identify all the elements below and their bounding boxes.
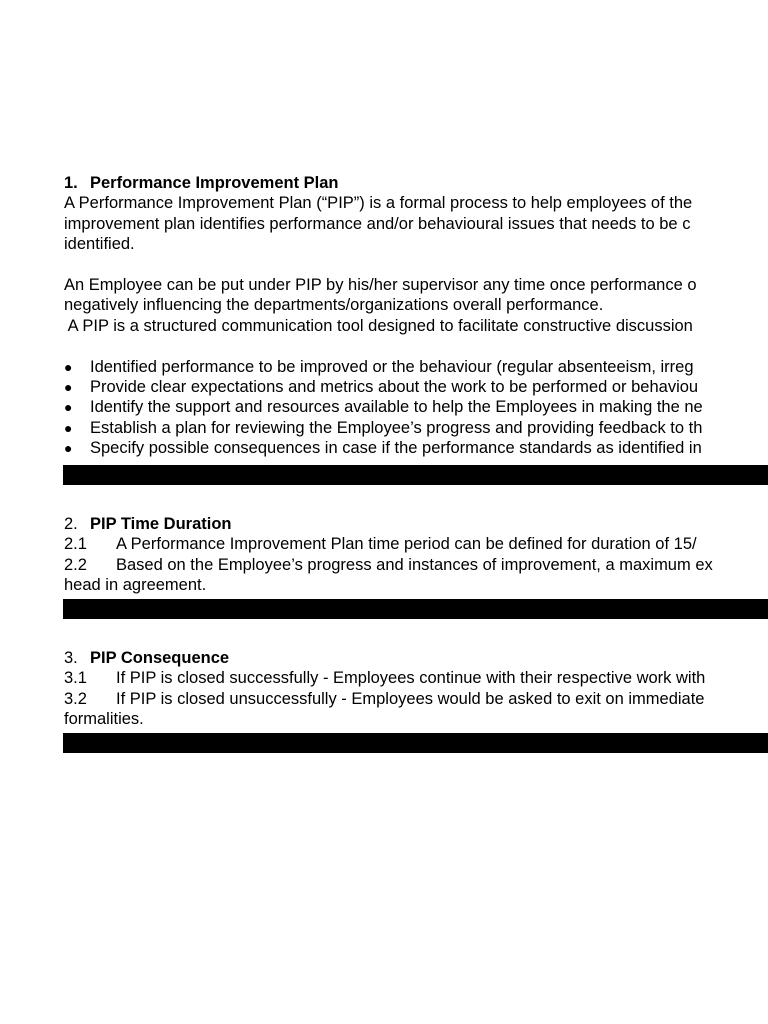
item-text: If PIP is closed unsuccessfully - Employees would be asked to exit on immediate (116, 689, 705, 708)
item-number: 3.2 (64, 689, 87, 708)
section-title: PIP Consequence (90, 649, 230, 667)
item-continuation: formalities. (64, 710, 144, 729)
section-heading (64, 173, 768, 193)
bullet-item (64, 357, 768, 377)
numbered-item (64, 555, 768, 575)
paragraph-line: An Employee can be put under PIP by his/her supervisor any time once performance o (64, 275, 697, 294)
bullet-icon: ● (64, 399, 73, 416)
numbered-item (64, 689, 768, 709)
section-divider-bar (63, 599, 768, 619)
item-text: Based on the Employee’s progress and instances of improvement, a maximum ex (116, 555, 713, 574)
item-number: 2.1 (64, 535, 87, 554)
section-number: 1. (64, 174, 78, 192)
section-divider-bar (63, 733, 768, 753)
section-heading (64, 514, 768, 534)
paragraph-line: A Performance Improvement Plan (“PIP”) is a formal process to help employees of the (64, 194, 693, 213)
section-performance-improvement-plan (64, 173, 768, 458)
bullet-icon: ● (64, 358, 73, 375)
section-title: Performance Improvement Plan (90, 174, 339, 192)
bullet-item (64, 397, 768, 417)
section-number: 2. (64, 515, 78, 533)
bullet-icon: ● (64, 440, 73, 457)
blank-line (64, 255, 768, 275)
item-number: 2.2 (64, 555, 87, 574)
item-text: A Performance Improvement Plan time period can be defined for duration of 15/ (116, 535, 697, 554)
bullet-text: Provide clear expectations and metrics about the work to be performed or behaviou (90, 377, 699, 396)
paragraph-line: A PIP is a structured communication tool designed to facilitate constructive discussion (64, 316, 693, 335)
bullet-text: Identify the support and resources available to help the Employees in making the ne (90, 398, 703, 417)
section-heading (64, 648, 768, 668)
section-title: PIP Time Duration (90, 515, 232, 533)
bullet-text: Establish a plan for reviewing the Employee’s progress and providing feedback to th (90, 418, 703, 437)
section-number: 3. (64, 649, 78, 667)
bullet-icon: ● (64, 378, 73, 395)
bullet-text: Specify possible consequences in case if the performance standards as identified in (90, 439, 702, 458)
bullet-text: Identified performance to be improved or the behaviour (regular absenteeism, irreg (90, 357, 694, 376)
section-pip-time-duration (64, 514, 768, 596)
section-pip-consequence (64, 648, 768, 730)
numbered-item (64, 534, 768, 554)
paragraph-line: improvement plan identifies performance and/or behavioural issues that needs to be c (64, 214, 691, 233)
bullet-item (64, 438, 768, 458)
paragraph-line: negatively influencing the departments/organizations overall performance. (64, 296, 604, 315)
item-continuation: head in agreement. (64, 576, 207, 595)
bullet-item (64, 418, 768, 438)
section-divider-bar (63, 465, 768, 485)
item-number: 3.1 (64, 669, 87, 688)
bullet-icon: ● (64, 419, 73, 436)
bullet-item (64, 377, 768, 397)
paragraph-line: identified. (64, 235, 135, 254)
item-text: If PIP is closed successfully - Employees continue with their respective work with (116, 669, 706, 688)
numbered-item (64, 668, 768, 688)
blank-line (64, 336, 768, 356)
